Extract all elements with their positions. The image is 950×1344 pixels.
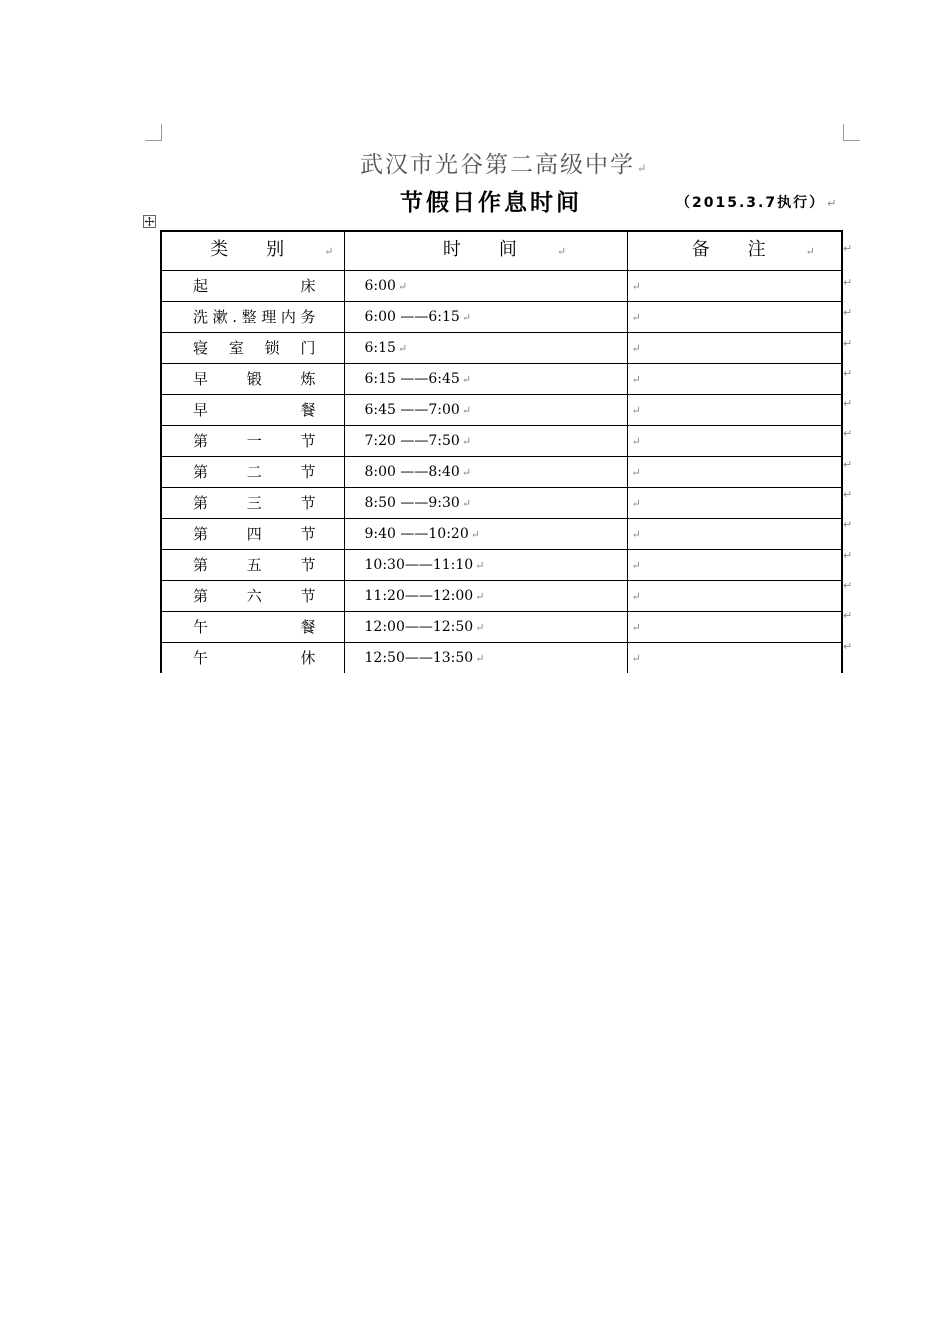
paragraph-mark-icon: ↵ — [631, 559, 641, 572]
paragraph-mark-icon: ↵ — [461, 403, 472, 417]
cell-time[interactable]: 7:20 ——7:50 ↵ — [344, 426, 627, 457]
paragraph-mark-icon: ↵ — [631, 311, 641, 324]
cell-time[interactable]: 6:15 ↵ — [344, 333, 627, 364]
header-time[interactable]: 时间 ↵ — [344, 231, 627, 271]
page-title: 节假日作息时间 — [400, 190, 582, 216]
paragraph-mark-icon: ↵ — [475, 620, 485, 634]
execution-note: （2015.3.7执行） ↵ — [676, 195, 839, 211]
cell-note[interactable] — [627, 302, 842, 333]
cell-note[interactable] — [627, 643, 842, 674]
schedule-table — [160, 230, 843, 673]
paragraph-mark-icon: ↵ — [631, 652, 641, 665]
table-row — [161, 643, 842, 674]
paragraph-mark-icon: ↵ — [631, 280, 641, 293]
cell-time[interactable]: 6:45 ——7:00 ↵ — [344, 395, 627, 426]
row-end-mark-icon: ↵ — [843, 488, 853, 502]
paragraph-mark-icon: ↵ — [475, 651, 485, 665]
cell-note[interactable] — [627, 519, 842, 550]
cell-time[interactable]: 12:00——12:50 ↵ — [344, 612, 627, 643]
table-row — [161, 364, 842, 395]
cell-category[interactable]: 第五节 — [161, 550, 344, 581]
paragraph-mark-icon: ↵ — [461, 434, 472, 448]
cell-category[interactable]: 起床 — [161, 271, 344, 302]
paragraph-mark-icon: ↵ — [397, 279, 408, 293]
cell-time[interactable]: 11:20——12:00 ↵ — [344, 581, 627, 612]
paragraph-mark-icon: ↵ — [637, 162, 649, 175]
cell-category[interactable]: 寝室锁门 — [161, 333, 344, 364]
row-end-mark-icon: ↵ — [843, 242, 853, 255]
cell-time[interactable]: 10:30——11:10 ↵ — [344, 550, 627, 581]
paragraph-mark-icon: ↵ — [461, 496, 472, 510]
cell-time[interactable]: 9:40 ——10:20 ↵ — [344, 519, 627, 550]
paragraph-mark-icon: ↵ — [475, 558, 485, 572]
row-end-marks — [843, 230, 853, 662]
paragraph-mark-icon: ↵ — [631, 404, 641, 417]
cell-time[interactable]: 8:00 ——8:40 ↵ — [344, 457, 627, 488]
paragraph-mark-icon: ↵ — [631, 342, 641, 355]
row-end-mark-icon: ↵ — [843, 609, 853, 623]
cell-time[interactable]: 6:00 ——6:15 ↵ — [344, 302, 627, 333]
cell-category[interactable]: 第六节 — [161, 581, 344, 612]
cell-note[interactable] — [627, 488, 842, 519]
table-move-handle-icon[interactable] — [143, 215, 156, 228]
page-corner-top-right — [843, 124, 860, 141]
cell-time[interactable]: 12:50——13:50 ↵ — [344, 643, 627, 674]
row-end-mark-icon: ↵ — [843, 518, 853, 532]
table-row — [161, 581, 842, 612]
page-corner-top-left — [145, 124, 162, 141]
cell-note[interactable] — [627, 550, 842, 581]
table-row — [161, 519, 842, 550]
row-end-mark-icon: ↵ — [843, 397, 853, 411]
cell-category[interactable]: 洗漱.整理内务 — [161, 302, 344, 333]
cell-note[interactable] — [627, 364, 842, 395]
cell-note[interactable] — [627, 581, 842, 612]
cell-category[interactable]: 第四节 — [161, 519, 344, 550]
paragraph-mark-icon: ↵ — [631, 435, 641, 448]
row-end-mark-icon: ↵ — [843, 548, 853, 562]
cell-category[interactable]: 午休 — [161, 643, 344, 674]
row-end-mark-icon: ↵ — [843, 366, 853, 380]
paragraph-mark-icon: ↵ — [631, 590, 641, 603]
row-end-mark-icon: ↵ — [843, 639, 853, 653]
table-row — [161, 488, 842, 519]
header-note[interactable]: 备注 ↵ — [627, 231, 842, 271]
cell-time[interactable]: 6:00 ↵ — [344, 271, 627, 302]
table-row — [161, 612, 842, 643]
table-row — [161, 550, 842, 581]
paragraph-mark-icon: ↵ — [631, 373, 641, 386]
row-end-mark-icon: ↵ — [843, 427, 853, 441]
paragraph-mark-icon: ↵ — [470, 527, 480, 541]
paragraph-mark-icon: ↵ — [827, 197, 839, 210]
cell-note[interactable] — [627, 426, 842, 457]
paragraph-mark-icon: ↵ — [805, 245, 815, 258]
cell-category[interactable]: 早餐 — [161, 395, 344, 426]
cell-note[interactable] — [627, 333, 842, 364]
school-name: 武汉市光谷第二高级中学 ↵ — [360, 152, 649, 178]
table-row — [161, 395, 842, 426]
table-row — [161, 271, 842, 302]
paragraph-mark-icon: ↵ — [461, 372, 472, 386]
cell-time[interactable]: 6:15 ——6:45 ↵ — [344, 364, 627, 395]
table-header-row — [161, 231, 842, 271]
table-row — [161, 457, 842, 488]
paragraph-mark-icon: ↵ — [397, 341, 408, 355]
cell-category[interactable]: 第三节 — [161, 488, 344, 519]
cell-note[interactable] — [627, 271, 842, 302]
paragraph-mark-icon: ↵ — [324, 245, 334, 258]
paragraph-mark-icon: ↵ — [631, 621, 641, 634]
paragraph-mark-icon: ↵ — [461, 310, 472, 324]
paragraph-mark-icon: ↵ — [631, 466, 641, 479]
paragraph-mark-icon: ↵ — [475, 589, 485, 603]
cell-note[interactable] — [627, 395, 842, 426]
row-end-mark-icon: ↵ — [843, 457, 853, 471]
cell-note[interactable] — [627, 612, 842, 643]
table-row — [161, 426, 842, 457]
paragraph-mark-icon: ↵ — [556, 245, 567, 258]
row-end-mark-icon: ↵ — [843, 276, 853, 289]
row-end-mark-icon: ↵ — [843, 336, 853, 350]
cell-category[interactable]: 第二节 — [161, 457, 344, 488]
cell-category[interactable]: 午餐 — [161, 612, 344, 643]
table-row — [161, 333, 842, 364]
cell-category[interactable]: 早锻炼 — [161, 364, 344, 395]
row-end-mark-icon: ↵ — [843, 306, 853, 320]
table-row — [161, 302, 842, 333]
paragraph-mark-icon: ↵ — [631, 528, 641, 541]
paragraph-mark-icon: ↵ — [461, 465, 472, 479]
paragraph-mark-icon: ↵ — [631, 497, 641, 510]
row-end-mark-icon: ↵ — [843, 578, 853, 592]
cell-note[interactable] — [627, 457, 842, 488]
cell-time[interactable]: 8:50 ——9:30 ↵ — [344, 488, 627, 519]
cell-category[interactable]: 第一节 — [161, 426, 344, 457]
header-category[interactable]: 类别 ↵ — [161, 231, 344, 271]
